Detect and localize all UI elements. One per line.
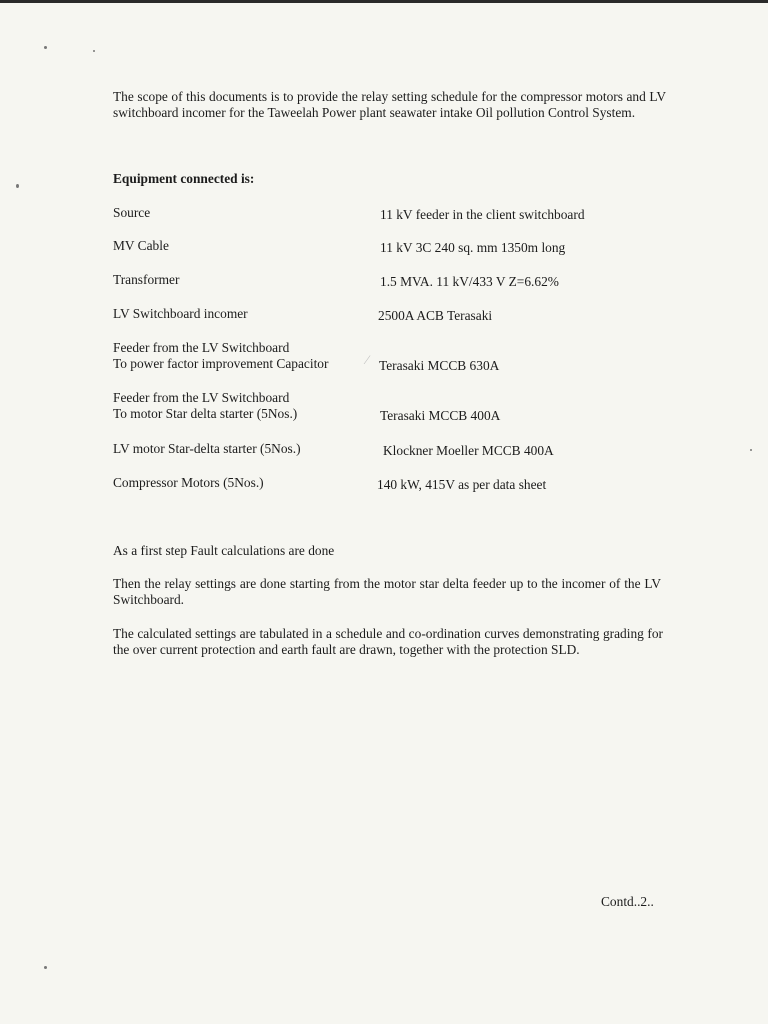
intro-paragraph: The scope of this documents is to provide the relay setting schedule for the compressor motors and LV switchboard incomer for the Taweelah Power plant seawater intake Oil pollution Control System. bbox=[113, 89, 666, 120]
equipment-label-lv-incomer: LV Switchboard incomer bbox=[113, 306, 248, 321]
scan-mark: ⁄ bbox=[366, 352, 369, 367]
equipment-value-compressor-motors: 140 kW, 415V as per data sheet bbox=[377, 477, 547, 492]
equipment-label-starter-feeder bbox=[113, 390, 297, 422]
step-paragraph-3: The calculated settings are tabulated in a schedule and co-ordination curves demonstrating grading for the over current protection and earth fault are drawn, together with the protection SLD. bbox=[113, 626, 663, 657]
equipment-value-transformer: 1.5 MVA. 11 kV/433 V Z=6.62% bbox=[380, 274, 559, 289]
scan-edge bbox=[0, 0, 768, 3]
continued-marker: Contd..2.. bbox=[601, 894, 654, 909]
equipment-label-capacitor-feeder bbox=[113, 340, 328, 372]
scan-speck bbox=[44, 46, 47, 49]
equipment-label-transformer: Transformer bbox=[113, 272, 180, 287]
scan-speck bbox=[93, 50, 95, 52]
equipment-value-source: 11 kV feeder in the client switchboard bbox=[380, 207, 585, 222]
equipment-value-lv-incomer: 2500A ACB Terasaki bbox=[378, 308, 493, 323]
equipment-label-source: Source bbox=[113, 205, 151, 220]
scan-speck bbox=[16, 184, 19, 188]
equipment-label-line: Feeder from the LV Switchboard bbox=[113, 390, 290, 405]
equipment-label-line: To motor Star delta starter (5Nos.) bbox=[113, 406, 298, 421]
step-paragraph-2: Then the relay settings are done starting from the motor star delta feeder up to the incomer of the LV Switchboard. bbox=[113, 576, 661, 607]
equipment-heading: Equipment connected is: bbox=[113, 171, 255, 186]
equipment-label-compressor-motors: Compressor Motors (5Nos.) bbox=[113, 475, 264, 490]
equipment-value-capacitor-feeder: Terasaki MCCB 630A bbox=[379, 358, 500, 373]
equipment-value-star-delta-starter: Klockner Moeller MCCB 400A bbox=[383, 443, 554, 458]
equipment-value-starter-feeder: Terasaki MCCB 400A bbox=[380, 408, 501, 423]
step-paragraph-1: As a first step Fault calculations are done bbox=[113, 543, 335, 558]
equipment-label-line: To power factor improvement Capacitor bbox=[113, 356, 329, 371]
equipment-label-line: Feeder from the LV Switchboard bbox=[113, 340, 290, 355]
scan-speck bbox=[750, 449, 752, 451]
scan-speck bbox=[44, 966, 47, 969]
equipment-label-mv-cable: MV Cable bbox=[113, 238, 169, 253]
equipment-value-mv-cable: 11 kV 3C 240 sq. mm 1350m long bbox=[380, 240, 566, 255]
equipment-label-star-delta-starter: LV motor Star-delta starter (5Nos.) bbox=[113, 441, 301, 456]
